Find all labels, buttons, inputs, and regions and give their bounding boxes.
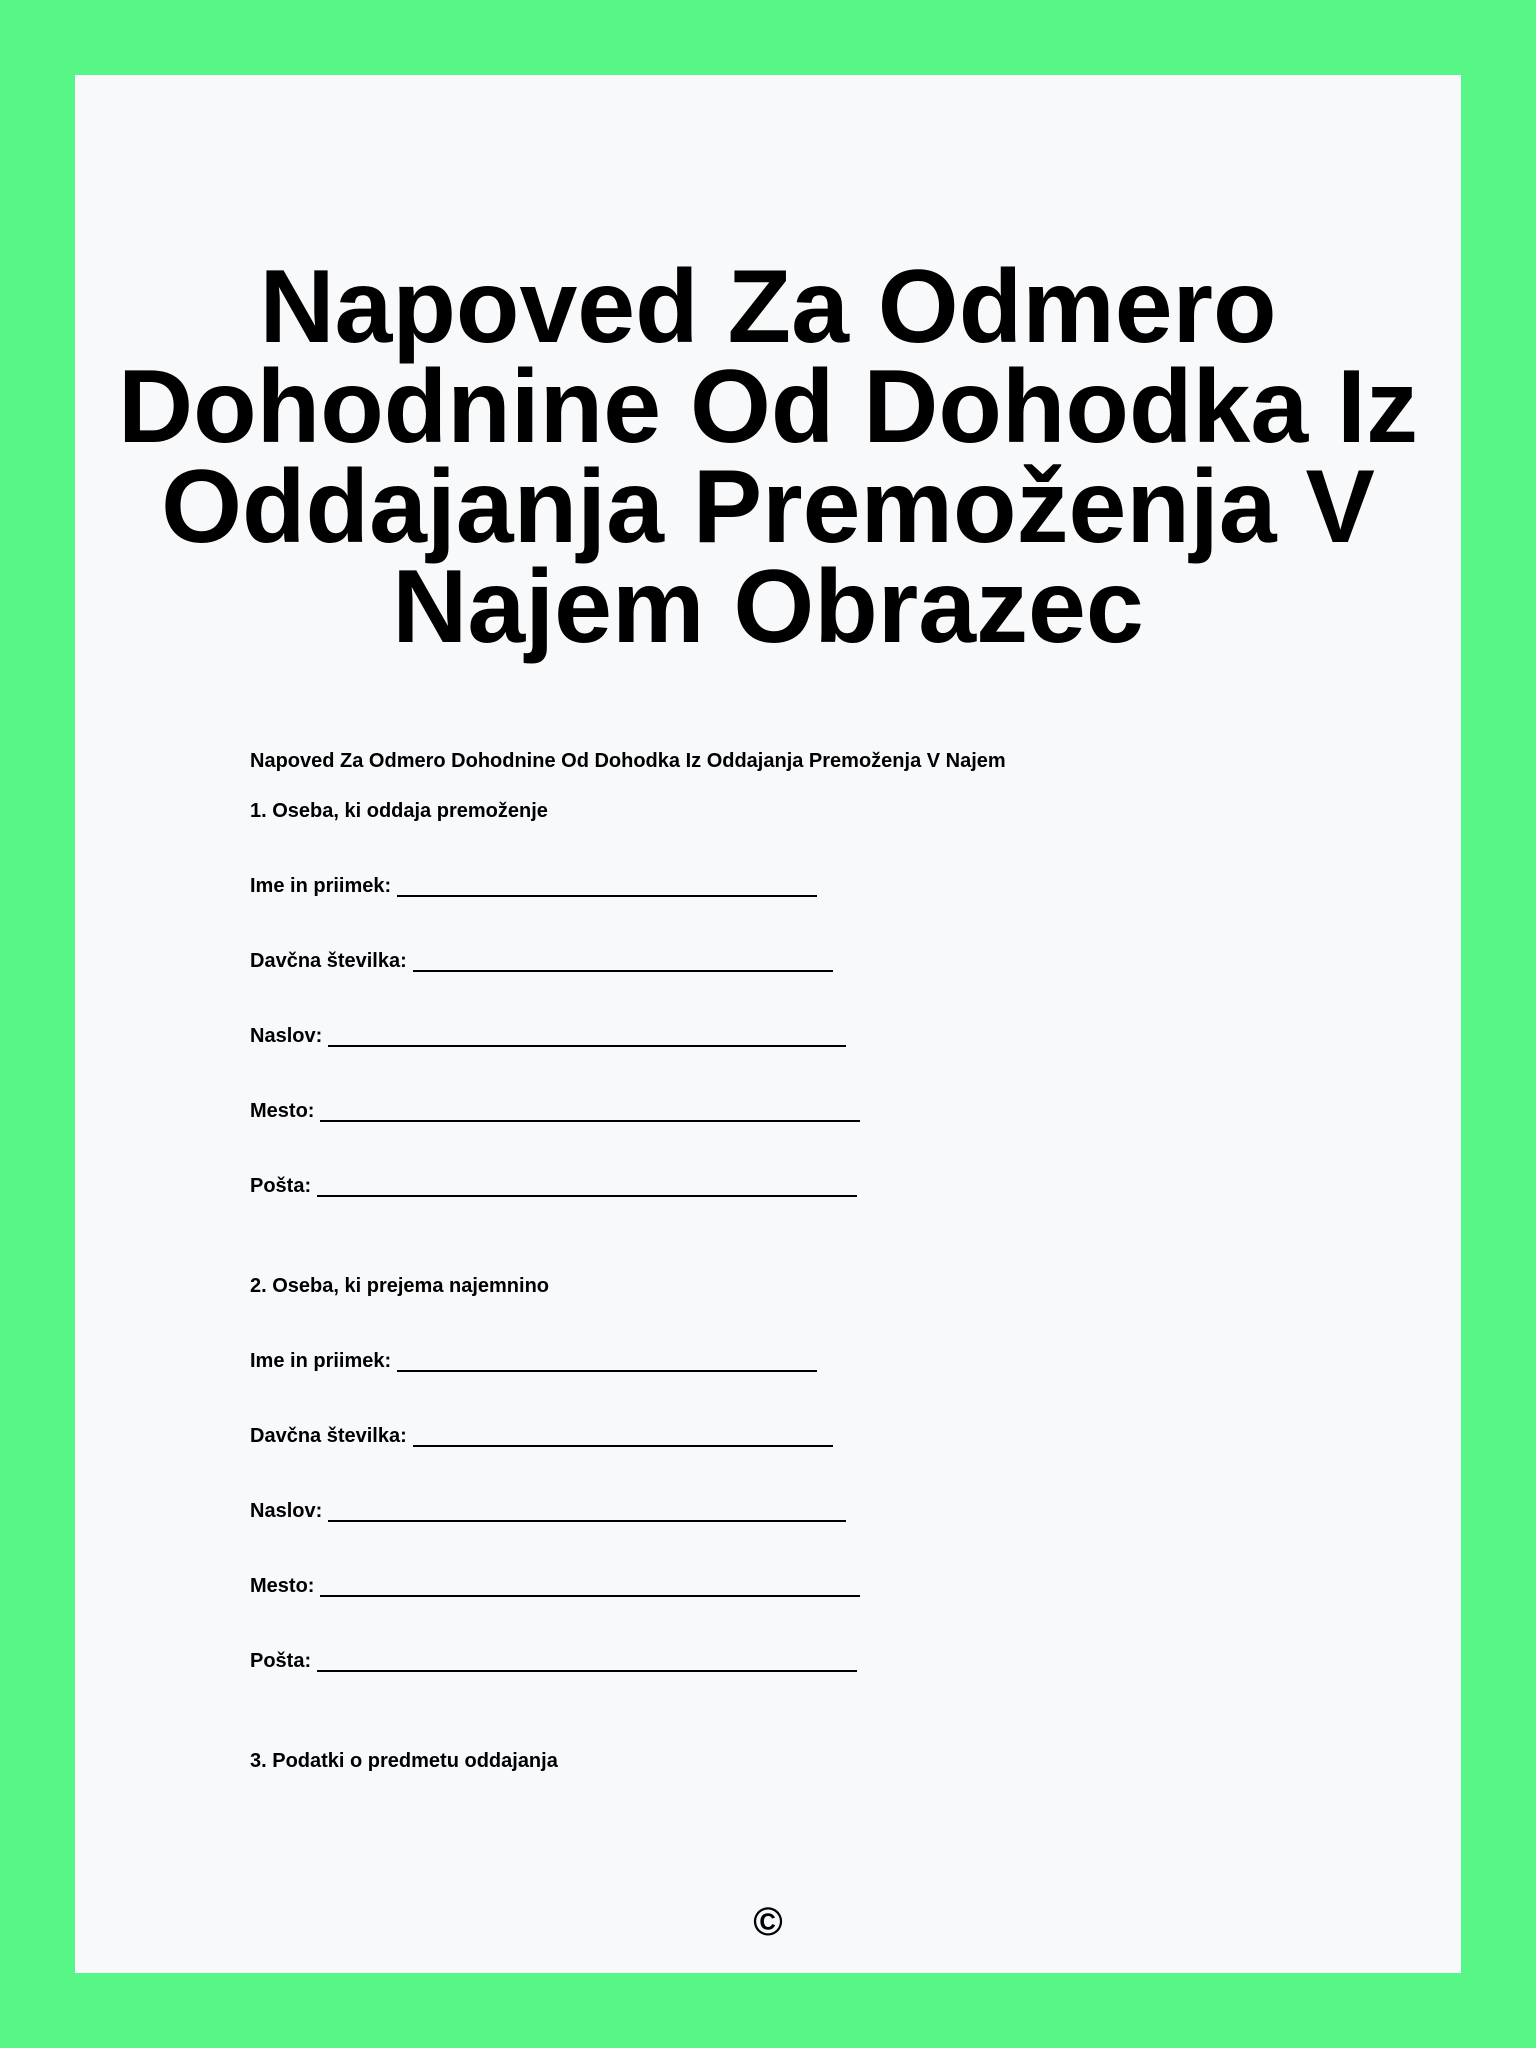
field-blank[interactable]	[320, 1100, 860, 1122]
field-blank[interactable]	[317, 1175, 857, 1197]
field-blank[interactable]	[397, 875, 817, 897]
title-line: Najem Obrazec	[392, 549, 1144, 665]
field-blank[interactable]	[317, 1650, 857, 1672]
field-label: Davčna številka:	[250, 1425, 407, 1447]
tenant-city-field[interactable]	[250, 1575, 860, 1597]
field-label: Ime in priimek:	[250, 875, 392, 897]
field-label: Naslov:	[250, 1025, 323, 1047]
section-3-heading: 3. Podatki o predmetu oddajanja	[250, 1750, 558, 1772]
field-blank[interactable]	[328, 1500, 846, 1522]
field-label: Pošta:	[250, 1175, 312, 1197]
tenant-post-field[interactable]	[250, 1650, 857, 1672]
field-label: Davčna številka:	[250, 950, 407, 972]
form-heading: Napoved Za Odmero Dohodnine Od Dohodka Iz Oddajanja Premoženja V Najem	[250, 750, 1006, 772]
field-blank[interactable]	[328, 1025, 846, 1047]
section-2-heading: 2. Oseba, ki prejema najemnino	[250, 1275, 550, 1297]
lessor-tax-number-field[interactable]	[250, 950, 833, 972]
field-blank[interactable]	[413, 950, 833, 972]
field-label: Pošta:	[250, 1650, 312, 1672]
field-label: Naslov:	[250, 1500, 323, 1522]
section-1-heading: 1. Oseba, ki oddaja premoženje	[250, 800, 548, 822]
title-line: Napoved Za Odmero	[259, 249, 1277, 365]
field-blank[interactable]	[397, 1350, 817, 1372]
lessor-post-field[interactable]	[250, 1175, 857, 1197]
field-blank[interactable]	[413, 1425, 833, 1447]
document-page	[75, 75, 1461, 1973]
document-title	[115, 249, 1421, 665]
tenant-address-field[interactable]	[250, 1500, 846, 1522]
copyright-symbol: ©	[753, 1900, 783, 1944]
field-blank[interactable]	[320, 1575, 860, 1597]
tenant-tax-number-field[interactable]	[250, 1425, 833, 1447]
tenant-name-field[interactable]	[250, 1350, 817, 1372]
title-line: Oddajanja Premoženja V	[161, 449, 1375, 565]
field-label: Mesto:	[250, 1575, 315, 1597]
title-line: Dohodnine Od Dohodka Iz	[118, 349, 1418, 465]
field-label: Mesto:	[250, 1100, 315, 1122]
lessor-address-field[interactable]	[250, 1025, 846, 1047]
field-label: Ime in priimek:	[250, 1350, 392, 1372]
lessor-name-field[interactable]	[250, 875, 817, 897]
lessor-city-field[interactable]	[250, 1100, 860, 1122]
